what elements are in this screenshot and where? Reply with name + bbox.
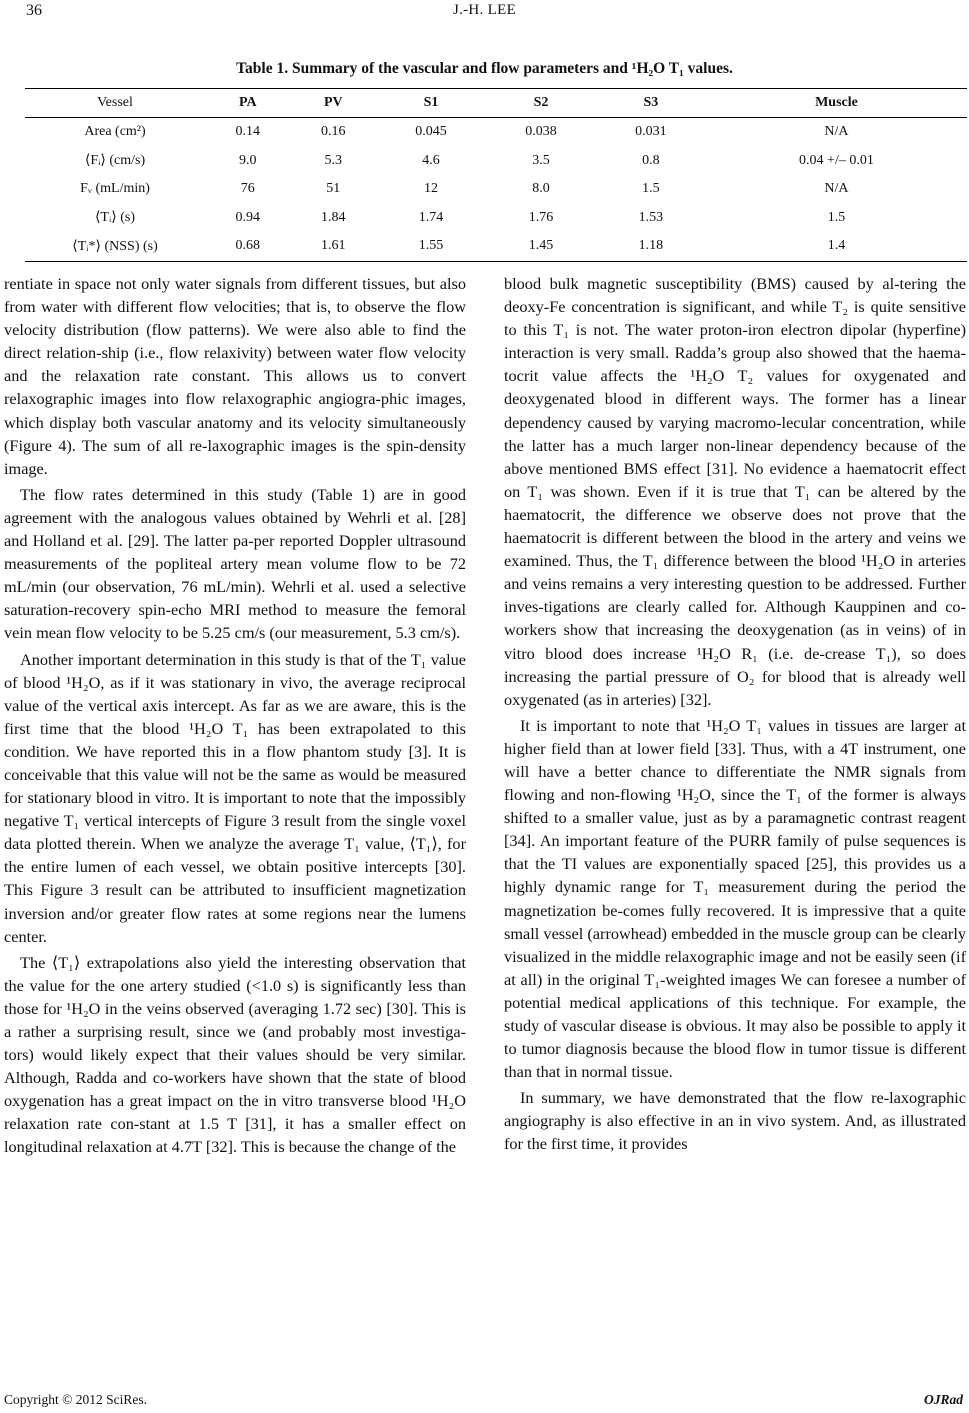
right-column (504, 272, 966, 1156)
table-cell: 9.0 (239, 152, 257, 168)
table-cell: 1.84 (321, 209, 346, 225)
table-cell: 76 (240, 181, 255, 197)
table-cell: 5.3 (324, 152, 343, 168)
paragraph: The ⟨T₁⟩ extrapolations also yield the interesting observation that the value for the one artery studied (<1.0 s) is significantly less than those for ¹H₂O in the veins observed (averaging 1.72 sec) [30]. This is a rather a surprising result, since we (and probably most investiga-tors) would likely expect that their values should be very similar. Although, Radda and co-workers have shown that the state of blood oxygenation has a great impact on the in vitro transverse blood ¹H₂O relaxation rate con-stant at 1.5 T [31], it has a smaller effect on longitudinal relaxation at 4.7T [32]. This is because the change of the (4, 952, 466, 1157)
column-header-pa: PA (205, 89, 291, 118)
table-cell: 12 (424, 181, 438, 197)
column-header-muscle: Muscle (706, 89, 967, 118)
table-cell: 1.53 (638, 209, 664, 225)
table-cell: 0.16 (321, 124, 346, 140)
copyright-footer: Copyright © 2012 SciRes. (4, 1392, 148, 1407)
row-label: ⟨Fᵢ⟩ (cm/s) (84, 153, 146, 169)
left-column (4, 272, 466, 1159)
table-header-row (25, 89, 967, 118)
table-row (25, 118, 967, 147)
column-header-pv: PV (291, 89, 377, 118)
table-cell: 1.5 (642, 181, 660, 197)
table-caption: Table 1. Summary of the vascular and flow parameters and ¹H₂O T₁ values. (236, 60, 733, 77)
table-row (25, 147, 967, 176)
row-label: Fᵥ (mL/min) (80, 181, 150, 197)
paragraph: It is important to note that ¹H₂O T₁ values in tissues are larger at higher field than at lower field [33]. Thus, with a 4T instrument, one will have a better chance to differentiate the NMR signals from flowing and non-flowing ¹H₂O, since the T₁ of the former is always shifted to a smaller value, just as by a paramagnetic contrast reagent [34]. An important feature of the PURR family of pulse sequences is that the TI values are exponentially spaced [25], this provides us a highly dynamic range for T₁ measurement during the period the magnetization be-comes fully recovered. It is impressive that a quite small vessel (arrowhead) embedded in the muscle group can be clearly visualized in the middle relaxographic image and not be easily seen (if at all) in the original T₁-weighted images We can foresee a number of potential medical applications of this technique. For example, the study of vascular disease is obvious. It may also be possible to apply it to tumor diagnosis because the blood flow in tumor tissue is different than that in normal tissue. (504, 715, 966, 1082)
page-number: 36 (26, 2, 42, 19)
column-header-s3: S3 (596, 89, 706, 118)
parameters-table (25, 88, 967, 262)
table-cell: 1.74 (418, 209, 444, 225)
table-cell: 0.031 (635, 124, 667, 140)
table-cell: 1.4 (706, 232, 967, 261)
paragraph: Another important determination in this study is that of the T₁ value of blood ¹H₂O, as if it was stationary in vivo, the average reciprocal value of the vertical axis intercept. As far as we are aware, this is the first time that the blood ¹H₂O T₁ has been extrapolated to this condition. We have reported this in a flow phantom study [3]. It is conceivable that this value will not be the same as would be measured for stationary blood in vitro. It is important to note that the impossibly negative T₁ vertical intercepts of Figure 3 result from the single voxel data plotted therein. When we analyze the average T₁ value, ⟨T₁⟩, for the entire lumen of each vessel, we obtain positive intercepts [30]. This Figure 3 result can be attributed to insufficient magnetization inversion and/or greater flow rates at some regions near the lumens center. (4, 649, 466, 946)
column-header-s1: S1 (376, 89, 486, 118)
column-header-s2: S2 (486, 89, 596, 118)
paragraph: blood bulk magnetic susceptibility (BMS) caused by al-tering the deoxy-Fe concentration is significant, and while T₂ is quite sensitive to this T₁ is not. The water proton-iron electron dipolar (hyperfine) interaction is very small. Radda’s group also showed that the haema-tocrit value affects the ¹H₂O T₂ values for oxygenated and deoxygenated blood in different ways. The former has a linear dependency caused by varying macromo-lecular concentration, while the latter has a much larger non-linear dependency because of the above mentioned BMS effect [31]. No evidence a haematocrit effect on T₁ was shown. Even if it is true that T₁ can be altered by the haematocrit, the difference we observe does not prove that the haematocrit is different between the blood in the artery and veins we examined. Thus, the T₁ difference between the blood ¹H₂O in arteries and veins remains a very interesting question to be addressed. Further inves-tigations are clearly called for. Although Kauppinen and co-workers show that increasing the deoxygenation (as in veins) of in vitro blood does increase ¹H₂O R₁ (i.e. de-crease T₁), so does increasing the partial pressure of O₂ for blood that is already well oxygenated (as in arteries) [32]. (504, 274, 966, 709)
table-row (25, 232, 967, 261)
table-cell: 1.5 (827, 209, 846, 225)
table-cell: 0.14 (235, 124, 260, 140)
table-row (25, 175, 967, 204)
running-head: J.-H. LEE (452, 2, 517, 18)
paragraph: rentiate in space not only water signals from different tissues, but also from water with different flow velocities; that is, to observe the flow velocity distribution (flow patterns). We were also able to find the direct relation-ship (i.e., flow relaxivity) between water flow velocity and the relaxation rate constant. This allows us to convert relaxographic images into flow relaxographic angiogra-phic images, which display both vascular anatomy and its velocity simultaneously (Figure 4). The sum of all re-laxographic images is the spin-density image. (4, 274, 466, 478)
table-cell: 1.55 (376, 232, 486, 261)
row-label: Area (cm²) (84, 124, 146, 140)
table-cell: 51 (326, 181, 341, 197)
row-label: ⟨Tᵢ⟩ (s) (94, 210, 136, 226)
column-header-vessel: Vessel (25, 89, 205, 118)
table-cell: 1.61 (291, 232, 377, 261)
table-cell: 0.8 (642, 152, 660, 168)
row-label: ⟨Tᵢ*⟩ (NSS) (s) (25, 232, 205, 261)
table-cell: 0.045 (415, 124, 447, 140)
table-cell: 8.0 (532, 181, 550, 197)
table-cell: 0.038 (525, 124, 557, 140)
table-row (25, 204, 967, 233)
table-cell: 1.45 (486, 232, 596, 261)
table-cell: N/A (824, 181, 849, 197)
paragraph: In summary, we have demonstrated that the flow re-laxographic angiography is also effective in an in vivo system. And, as illustrated for the first time, it provides (504, 1088, 966, 1154)
table-cell: N/A (824, 124, 849, 140)
table-cell: 0.68 (205, 232, 291, 261)
table-cell: 0.04 +/– 0.01 (799, 152, 874, 168)
table-cell: 1.76 (528, 209, 554, 225)
table-cell: 1.18 (596, 232, 706, 261)
table-cell: 3.5 (532, 152, 550, 168)
journal-name: OJRad (923, 1392, 963, 1407)
table-cell: 0.94 (235, 209, 260, 225)
paragraph: The flow rates determined in this study (Table 1) are in good agreement with the analogous values obtained by Wehrli et al. [28] and Holland et al. [29]. The latter pa-per reported Doppler ultrasound measurements of the popliteal artery mean volume flow to be 72 mL/min (our observation, 76 mL/min). Wehrli et al. used a selective saturation-recovery spin-echo MRI method to measure the femoral vein mean flow velocity to be 5.25 cm/s (our measurement, 5.3 cm/s). (4, 484, 466, 643)
table-cell: 4.6 (422, 152, 440, 168)
